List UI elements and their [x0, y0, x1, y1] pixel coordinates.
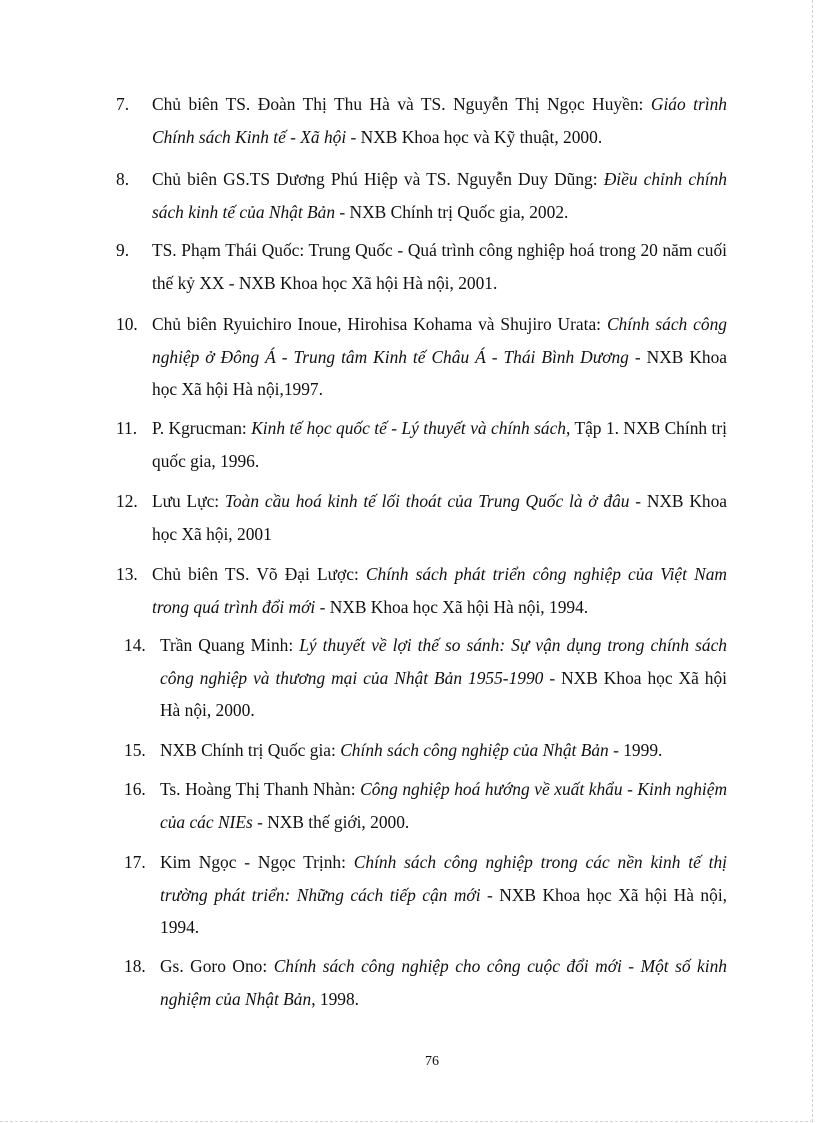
page-number: 76: [425, 1054, 439, 1069]
reference-item: [116, 163, 728, 228]
reference-title: Chính sách công nghiệp ở Đông Á - Trung tâm Kinh tế Châu Á - Thái Bình Dương: [152, 314, 727, 367]
reference-author: Chủ biên Ryuichiro Inoue, Hirohisa Kohama và Shujiro Urata:: [152, 314, 607, 334]
reference-number: 18.: [124, 956, 146, 976]
reference-publisher: - 1999.: [608, 740, 663, 760]
reference-publisher: - NXB Khoa học Xã hội Hà nội, 1994.: [160, 884, 727, 937]
reference-title: Chính sách phát triển công nghiệp của Việt Nam trong quá trình đổi mới: [152, 564, 727, 617]
reference-publisher: - NXB thế giới, 2000.: [252, 811, 410, 832]
reference-number: 15.: [124, 740, 146, 760]
reference-item: [124, 773, 727, 838]
reference-publisher: - NXB Khoa học và Kỹ thuật, 2000.: [346, 126, 603, 147]
reference-number: 8.: [116, 169, 130, 189]
reference-publisher: , 1998.: [311, 988, 360, 1009]
reference-publisher: - NXB Khoa học Xã hội Hà nội, 1994.: [315, 596, 589, 617]
reference-title: Giáo trình Chính sách Kinh tế - Xã hội: [152, 94, 728, 147]
reference-publisher: - NXB Chính trị Quốc gia, 2002.: [335, 201, 569, 222]
reference-title: Chính sách công nghiệp cho công cuộc đổi mới - Một số kinh nghiệm của Nhật Bản: [160, 956, 727, 1009]
reference-title: Toàn cầu hoá kinh tế lối thoát của Trung Quốc là ở đâu: [224, 491, 630, 511]
reference-number: 9.: [116, 240, 130, 260]
reference-title: Điều chỉnh chính sách kinh tế của Nhật Bản: [152, 169, 728, 222]
reference-author: Chủ biên GS.TS Dương Phú Hiệp và TS. Nguyễn Duy Dũng:: [152, 169, 604, 189]
reference-item: [124, 734, 727, 767]
reference-author: P. Kgrucman:: [152, 418, 252, 438]
reference-title: Chính sách công nghiệp của Nhật Bản: [340, 740, 609, 760]
reference-item: [124, 950, 727, 1015]
reference-number: 17.: [124, 852, 146, 872]
reference-author: Chủ biên TS. Đoàn Thị Thu Hà và TS. Nguyễn Thị Ngọc Huyền:: [152, 94, 651, 114]
reference-author: Lưu Lực:: [152, 491, 225, 511]
reference-item: [116, 308, 727, 406]
reference-item: [116, 88, 728, 153]
reference-publisher: , Tập 1. NXB Chính trị quốc gia, 1996.: [152, 418, 727, 471]
reference-publisher: - NXB Khoa học Xã hội, 2001: [152, 491, 727, 544]
reference-number: 7.: [116, 94, 130, 114]
reference-number: 12.: [116, 491, 138, 511]
reference-author: Trần Quang Minh:: [160, 635, 300, 655]
reference-number: 14.: [124, 635, 146, 655]
reference-author: Ts. Hoàng Thị Thanh Nhàn:: [160, 779, 361, 799]
reference-item: [124, 629, 727, 727]
reference-title: Kinh tế học quốc tế - Lý thuyết và chính sách: [251, 418, 566, 438]
reference-title: Công nghiệp hoá hướng về xuất khẩu - Kinh nghiệm của các NIEs: [160, 779, 727, 832]
reference-item: [116, 558, 727, 623]
reference-publisher: - NXB Khoa học Xã hội Hà nội, 2000.: [160, 667, 727, 720]
reference-item: [116, 485, 727, 550]
reference-author: NXB Chính trị Quốc gia:: [160, 740, 341, 760]
reference-item: [116, 412, 727, 477]
reference-title: Chính sách công nghiệp trong các nền kinh tế thị trường phát triển: Những cách tiếp cận mới: [160, 852, 727, 905]
reference-item: [116, 234, 727, 299]
reference-publisher: - NXB Khoa học Xã hội Hà nội,1997.: [152, 346, 727, 399]
reference-author: Chủ biên TS. Võ Đại Lược:: [152, 564, 366, 584]
reference-title: Lý thuyết về lợi thế so sánh: Sự vận dụng trong chính sách công nghiệp và thương mại của Nhật Bản 1955-1990: [160, 635, 727, 688]
reference-author: Gs. Goro Ono:: [160, 956, 274, 976]
reference-item: [124, 846, 727, 944]
reference-author: TS. Phạm Thái Quốc: Trung Quốc - Quá trình công nghiệp hoá trong 20 năm cuối thế kỷ XX - NXB Khoa học Xã hội Hà nội, 2001.: [152, 240, 727, 293]
reference-author: Kim Ngọc - Ngọc Trịnh:: [160, 852, 354, 872]
reference-number: 13.: [116, 564, 138, 584]
reference-number: 10.: [116, 314, 138, 334]
reference-number: 16.: [124, 779, 146, 799]
reference-number: 11.: [116, 418, 138, 438]
